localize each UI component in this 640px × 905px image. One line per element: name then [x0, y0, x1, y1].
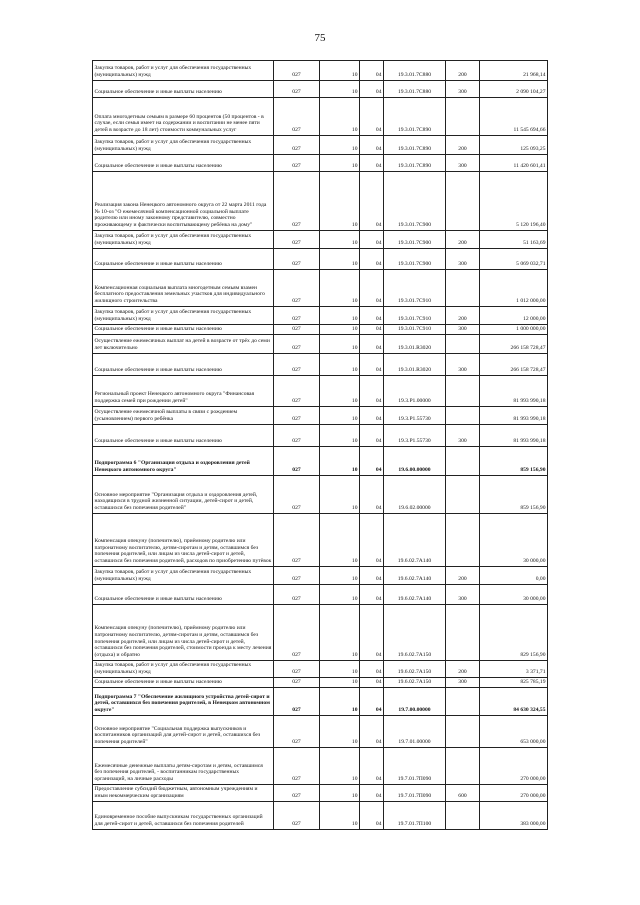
row-amount: 125 093,25 [480, 136, 548, 155]
row-target-article: 19.3.01.7С880 [384, 81, 446, 98]
table-row [93, 354, 548, 376]
row-name: Компенсационная социальная выплата многодетным семьям взамен бесплатного предоставления земельных участков для индивидуального жилищного строительства [93, 270, 274, 307]
row-section-code: 10 [320, 307, 360, 325]
row-amount: 84 630 324,55 [480, 688, 548, 716]
row-ministry-code: 027 [274, 678, 320, 688]
row-subsection-code: 04 [360, 716, 384, 748]
row-amount: 653 000,00 [480, 716, 548, 748]
row-section-code: 10 [320, 605, 360, 661]
row-target-article: 19.7.01.7П100 [384, 802, 446, 830]
row-amount: 0,00 [480, 567, 548, 585]
table-row [93, 98, 548, 136]
row-expense-type: 600 [446, 785, 480, 802]
row-ministry-code: 027 [274, 688, 320, 716]
row-ministry-code: 027 [274, 425, 320, 447]
row-target-article: 19.3.01.7С890 [384, 136, 446, 155]
row-section-code: 10 [320, 447, 360, 476]
row-amount: 81 993 990,18 [480, 425, 548, 447]
row-section-code: 10 [320, 231, 360, 249]
row-name: Осуществление ежемесячной выплаты в связи с рождением (усыновлением) первого ребёнка [93, 407, 274, 425]
row-amount: 81 993 990,18 [480, 407, 548, 425]
row-amount: 3 371,71 [480, 661, 548, 678]
row-name: Социальное обеспечение и иные выплаты населению [93, 325, 274, 335]
row-expense-type: 300 [446, 155, 480, 172]
table-row [93, 785, 548, 802]
row-subsection-code: 04 [360, 605, 384, 661]
row-ministry-code: 027 [274, 585, 320, 605]
table-row [93, 172, 548, 231]
row-name: Социальное обеспечение и иные выплаты населению [93, 354, 274, 376]
row-expense-type: 300 [446, 325, 480, 335]
row-section-code: 10 [320, 325, 360, 335]
row-amount: 266 158 728,47 [480, 335, 548, 354]
table-row [93, 716, 548, 748]
row-subsection-code: 04 [360, 661, 384, 678]
row-name: Осуществление ежемесячных выплат на детей в возрасте от трёх до семи лет включительно [93, 335, 274, 354]
table-row [93, 307, 548, 325]
row-section-code: 10 [320, 407, 360, 425]
row-expense-type: 200 [446, 61, 480, 81]
row-amount: 383 000,00 [480, 802, 548, 830]
row-expense-type [446, 335, 480, 354]
row-expense-type: 300 [446, 585, 480, 605]
table-row [93, 407, 548, 425]
row-amount: 859 156,90 [480, 476, 548, 514]
row-subsection-code: 04 [360, 270, 384, 307]
table-row [93, 476, 548, 514]
row-section-code: 10 [320, 688, 360, 716]
row-amount: 859 156,90 [480, 447, 548, 476]
row-target-article: 19.6.02.7А150 [384, 678, 446, 688]
row-subsection-code: 04 [360, 172, 384, 231]
row-target-article: 19.3.P1.00000 [384, 376, 446, 407]
row-section-code: 10 [320, 661, 360, 678]
row-subsection-code: 04 [360, 585, 384, 605]
row-name: Закупка товаров, работ и услуг для обеспечения государственных (муниципальных) нужд [93, 567, 274, 585]
row-name: Подпрограмма 6 "Организация отдыха и оздоровления детей Ненецкого автономного округа" [93, 447, 274, 476]
row-section-code: 10 [320, 136, 360, 155]
row-target-article: 19.3.01.7С900 [384, 172, 446, 231]
table-row [93, 61, 548, 81]
row-subsection-code: 04 [360, 678, 384, 688]
row-subsection-code: 04 [360, 514, 384, 567]
row-target-article: 19.3.01.R3020 [384, 354, 446, 376]
row-expense-type: 200 [446, 231, 480, 249]
row-name: Социальное обеспечение и иные выплаты населению [93, 585, 274, 605]
row-name: Предоставление субсидий бюджетным, автономным учреждениям и иным некоммерческим организациям [93, 785, 274, 802]
row-ministry-code: 027 [274, 61, 320, 81]
row-expense-type [446, 376, 480, 407]
row-target-article: 19.3.01.R3020 [384, 335, 446, 354]
row-subsection-code: 04 [360, 748, 384, 785]
table-row [93, 249, 548, 270]
row-subsection-code: 04 [360, 376, 384, 407]
row-expense-type [446, 688, 480, 716]
table-row [93, 802, 548, 830]
row-ministry-code: 027 [274, 661, 320, 678]
row-section-code: 10 [320, 678, 360, 688]
row-name: Социальное обеспечение и иные выплаты населению [93, 155, 274, 172]
table-row [93, 748, 548, 785]
row-section-code: 10 [320, 172, 360, 231]
row-name: Ежемесячные денежные выплаты детям-сиротам и детям, оставшимся без попечения родителей, - воспитанникам государственных организаций, на личные расходы [93, 748, 274, 785]
row-section-code: 10 [320, 61, 360, 81]
row-expense-type [446, 407, 480, 425]
row-expense-type [446, 447, 480, 476]
row-subsection-code: 04 [360, 155, 384, 172]
row-ministry-code: 027 [274, 748, 320, 785]
row-name: Единовременное пособие выпускникам государственных организаций для детей-сирот и детей, оставшихся без попечения родителей [93, 802, 274, 830]
row-amount: 1 012 000,00 [480, 270, 548, 307]
row-amount: 81 993 990,18 [480, 376, 548, 407]
table-row [93, 678, 548, 688]
row-subsection-code: 04 [360, 567, 384, 585]
table-row [93, 661, 548, 678]
row-expense-type: 300 [446, 425, 480, 447]
row-name: Социальное обеспечение и иные выплаты населению [93, 81, 274, 98]
row-subsection-code: 04 [360, 98, 384, 136]
row-ministry-code: 027 [274, 447, 320, 476]
row-amount: 30 000,00 [480, 585, 548, 605]
row-section-code: 10 [320, 716, 360, 748]
row-section-code: 10 [320, 335, 360, 354]
row-ministry-code: 027 [274, 785, 320, 802]
row-section-code: 10 [320, 425, 360, 447]
row-section-code: 10 [320, 376, 360, 407]
row-target-article: 19.3.01.7С900 [384, 249, 446, 270]
row-ministry-code: 027 [274, 155, 320, 172]
row-expense-type [446, 172, 480, 231]
table-row [93, 447, 548, 476]
row-expense-type [446, 476, 480, 514]
table-row [93, 136, 548, 155]
row-ministry-code: 027 [274, 172, 320, 231]
row-ministry-code: 027 [274, 325, 320, 335]
row-amount: 825 785,19 [480, 678, 548, 688]
row-target-article: 19.3.01.7С910 [384, 307, 446, 325]
row-expense-type: 200 [446, 661, 480, 678]
row-target-article: 19.6.02.00000 [384, 476, 446, 514]
row-expense-type [446, 514, 480, 567]
row-subsection-code: 04 [360, 407, 384, 425]
row-expense-type: 200 [446, 136, 480, 155]
row-amount: 5 069 032,71 [480, 249, 548, 270]
row-target-article: 19.3.01.7С910 [384, 270, 446, 307]
row-target-article: 19.7.00.00000 [384, 688, 446, 716]
row-amount: 11 420 601,41 [480, 155, 548, 172]
row-subsection-code: 04 [360, 136, 384, 155]
row-section-code: 10 [320, 476, 360, 514]
row-section-code: 10 [320, 98, 360, 136]
row-amount: 2 090 104,27 [480, 81, 548, 98]
row-name: Закупка товаров, работ и услуг для обеспечения государственных (муниципальных) нужд [93, 307, 274, 325]
row-expense-type [446, 605, 480, 661]
row-subsection-code: 04 [360, 335, 384, 354]
row-amount: 51 163,69 [480, 231, 548, 249]
budget-table [92, 60, 548, 830]
row-target-article: 19.3.P1.55730 [384, 407, 446, 425]
row-target-article: 19.3.01.7С890 [384, 98, 446, 136]
row-subsection-code: 04 [360, 688, 384, 716]
row-target-article: 19.6.02.7А150 [384, 661, 446, 678]
table-row [93, 605, 548, 661]
row-expense-type [446, 802, 480, 830]
row-name: Компенсация опекуну (попечителю), приёмному родителю или патронатному воспитателю, детям-сиротам и детям, оставшимся без попечения родителей, или лицам из числа детей-сирот и детей, оставшихся без попечения родителей, стоимости проезда к месту лечения (отдыха) и обратно [93, 605, 274, 661]
row-expense-type [446, 270, 480, 307]
row-name: Социальное обеспечение и иные выплаты населению [93, 678, 274, 688]
row-ministry-code: 027 [274, 407, 320, 425]
row-amount: 21 968,14 [480, 61, 548, 81]
row-ministry-code: 027 [274, 716, 320, 748]
row-expense-type [446, 716, 480, 748]
row-subsection-code: 04 [360, 354, 384, 376]
row-ministry-code: 027 [274, 335, 320, 354]
row-target-article: 19.6.00.00000 [384, 447, 446, 476]
row-name: Социальное обеспечение и иные выплаты населению [93, 425, 274, 447]
row-expense-type: 200 [446, 567, 480, 585]
table-row [93, 567, 548, 585]
row-ministry-code: 027 [274, 270, 320, 307]
row-subsection-code: 04 [360, 325, 384, 335]
row-ministry-code: 027 [274, 231, 320, 249]
row-ministry-code: 027 [274, 98, 320, 136]
table-row [93, 231, 548, 249]
row-target-article: 19.7.01.7П090 [384, 785, 446, 802]
row-target-article: 19.6.02.7А140 [384, 585, 446, 605]
row-amount: 829 156,90 [480, 605, 548, 661]
budget-table-body [93, 61, 548, 830]
row-name: Оплата многодетным семьям в размере 60 процентов (50 процентов - в случае, если семья имеет на содержании и воспитании не менее пяти детей в возрасте до 18 лет) стоимости коммунальных услуг [93, 98, 274, 136]
row-subsection-code: 04 [360, 785, 384, 802]
row-target-article: 19.3.01.7С890 [384, 155, 446, 172]
row-amount: 5 120 196,40 [480, 172, 548, 231]
row-subsection-code: 04 [360, 231, 384, 249]
row-name: Социальное обеспечение и иные выплаты населению [93, 249, 274, 270]
table-row [93, 81, 548, 98]
row-name: Закупка товаров, работ и услуг для обеспечения государственных (муниципальных) нужд [93, 61, 274, 81]
row-subsection-code: 04 [360, 307, 384, 325]
row-name: Региональный проект Ненецкого автономного округа "Финансовая поддержка семей при рождении детей" [93, 376, 274, 407]
row-ministry-code: 027 [274, 802, 320, 830]
row-amount: 11 545 694,66 [480, 98, 548, 136]
row-target-article: 19.7.01.00000 [384, 716, 446, 748]
row-section-code: 10 [320, 567, 360, 585]
table-row [93, 270, 548, 307]
row-amount: 30 000,00 [480, 514, 548, 567]
row-target-article: 19.6.02.7А140 [384, 567, 446, 585]
row-ministry-code: 027 [274, 354, 320, 376]
row-section-code: 10 [320, 354, 360, 376]
row-subsection-code: 04 [360, 802, 384, 830]
row-subsection-code: 04 [360, 425, 384, 447]
row-ministry-code: 027 [274, 514, 320, 567]
row-ministry-code: 027 [274, 567, 320, 585]
table-row [93, 335, 548, 354]
row-ministry-code: 027 [274, 249, 320, 270]
row-amount: 1 000 000,00 [480, 325, 548, 335]
row-name: Компенсация опекуну (попечителю), приёмному родителю или патронатному воспитателю, детям-сиротам и детям, оставшимся без попечения родителей, или лицам из числа детей-сирот и детей, оставшихся без попечения родителей, расходов по приобретению путёвок [93, 514, 274, 567]
row-section-code: 10 [320, 585, 360, 605]
row-section-code: 10 [320, 249, 360, 270]
row-name: Закупка товаров, работ и услуг для обеспечения государственных (муниципальных) нужд [93, 231, 274, 249]
row-name: Закупка товаров, работ и услуг для обеспечения государственных (муниципальных) нужд [93, 661, 274, 678]
row-subsection-code: 04 [360, 249, 384, 270]
row-ministry-code: 027 [274, 476, 320, 514]
row-ministry-code: 027 [274, 307, 320, 325]
row-amount: 270 000,00 [480, 748, 548, 785]
row-ministry-code: 027 [274, 136, 320, 155]
row-expense-type: 300 [446, 678, 480, 688]
row-subsection-code: 04 [360, 476, 384, 514]
row-amount: 12 000,00 [480, 307, 548, 325]
row-name: Закупка товаров, работ и услуг для обеспечения государственных (муниципальных) нужд [93, 136, 274, 155]
page-number: 75 [314, 32, 326, 44]
table-row [93, 585, 548, 605]
row-section-code: 10 [320, 270, 360, 307]
row-ministry-code: 027 [274, 376, 320, 407]
row-expense-type: 300 [446, 249, 480, 270]
row-expense-type [446, 748, 480, 785]
row-section-code: 10 [320, 81, 360, 98]
row-expense-type: 300 [446, 354, 480, 376]
row-target-article: 19.3.01.7С880 [384, 61, 446, 81]
row-target-article: 19.3.01.7С910 [384, 325, 446, 335]
table-row [93, 425, 548, 447]
row-target-article: 19.7.01.7П090 [384, 748, 446, 785]
table-row [93, 376, 548, 407]
row-name: Подпрограмма 7 "Обеспечение жилищного устройства детей-сирот и детей, оставшихся без попечения родителей, в Ненецком автономном округе" [93, 688, 274, 716]
row-ministry-code: 027 [274, 81, 320, 98]
row-target-article: 19.3.01.7С900 [384, 231, 446, 249]
row-section-code: 10 [320, 785, 360, 802]
row-amount: 270 000,00 [480, 785, 548, 802]
row-amount: 266 158 728,47 [480, 354, 548, 376]
row-subsection-code: 04 [360, 81, 384, 98]
row-target-article: 19.6.02.7А140 [384, 514, 446, 567]
row-target-article: 19.3.P1.55730 [384, 425, 446, 447]
row-subsection-code: 04 [360, 447, 384, 476]
row-target-article: 19.6.02.7А150 [384, 605, 446, 661]
row-expense-type: 300 [446, 81, 480, 98]
table-row [93, 688, 548, 716]
row-section-code: 10 [320, 155, 360, 172]
row-expense-type: 200 [446, 307, 480, 325]
table-row [93, 514, 548, 567]
row-name: Реализация закона Ненецкого автономного округа от 22 марта 2011 года № 10-оз "О ежемесячной компенсационной социальной выплате родителю или иному законному представителю, совместно проживающему и фактически воспитывающему ребёнка на дому" [93, 172, 274, 231]
table-row [93, 155, 548, 172]
row-section-code: 10 [320, 802, 360, 830]
row-subsection-code: 04 [360, 61, 384, 81]
row-name: Основное мероприятие "Социальная поддержка выпускников и воспитанников организаций для детей-сирот и детей, оставшихся без попечения родителей" [93, 716, 274, 748]
row-section-code: 10 [320, 514, 360, 567]
row-ministry-code: 027 [274, 605, 320, 661]
row-expense-type [446, 98, 480, 136]
row-name: Основное мероприятие "Организация отдыха и оздоровления детей, находящихся в трудной жизненной ситуации, детей-сирот и детей, оставшихся без попечения родителей" [93, 476, 274, 514]
row-section-code: 10 [320, 748, 360, 785]
table-row [93, 325, 548, 335]
